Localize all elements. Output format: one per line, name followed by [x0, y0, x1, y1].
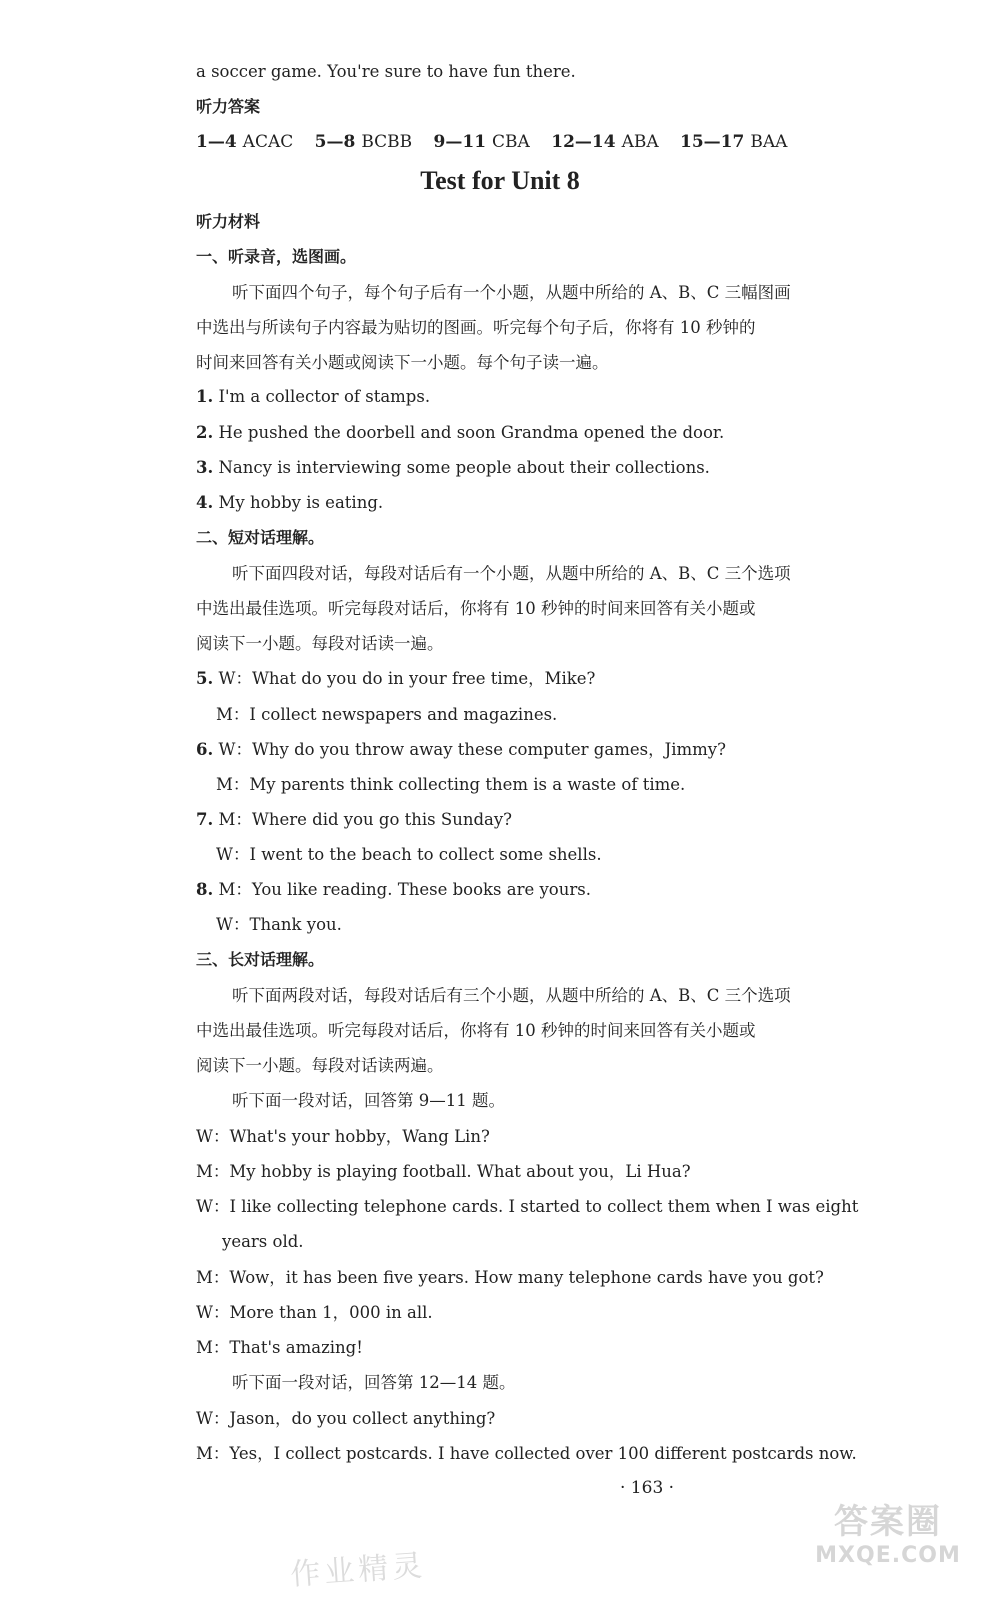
answers-heading: 听力答案: [196, 97, 261, 116]
dialog-line: years old.: [222, 1232, 304, 1251]
dialog-line: M：My parents think collecting them is a waste of time.: [216, 775, 686, 794]
list-item: [196, 385, 430, 409]
dialog-line: W：More than 1，000 in all.: [196, 1303, 433, 1322]
instruction-line: 听下面四段对话，每段对话后有一个小题，从题中所给的 A、B、C 三个选项: [232, 564, 791, 583]
dialog-line: W：Thank you.: [216, 915, 342, 934]
dialog-line: W：What's your hobby，Wang Lin?: [196, 1127, 490, 1146]
dialog-intro: 听下面一段对话，回答第 12—14 题。: [232, 1373, 516, 1392]
item-number: 2.: [196, 423, 214, 442]
watermark-logo: [798, 1502, 978, 1582]
instruction-line: 时间来回答有关小题或阅读下一小题。每个句子读一遍。: [196, 353, 609, 372]
dialog-line: M：Wow，it has been five years. How many telephone cards have you got?: [196, 1268, 824, 1287]
dialog-line: W：I like collecting telephone cards. I started to collect them when I was eight: [196, 1197, 859, 1216]
dialog-line: [196, 738, 726, 762]
instruction-line: 阅读下一小题。每段对话读一遍。: [196, 634, 444, 653]
watermark-logo-cn: 答案圈: [834, 1502, 942, 1542]
page-title: Test for Unit 8: [420, 166, 580, 195]
dialog-line: [196, 808, 512, 832]
answer-range: 15—17: [680, 132, 745, 152]
instruction-line: 中选出最佳选项。听完每段对话后，你将有 10 秒钟的时间来回答有关小题或: [196, 1021, 756, 1040]
instruction-line: 中选出最佳选项。听完每段对话后，你将有 10 秒钟的时间来回答有关小题或: [196, 599, 756, 618]
section-heading: 二、短对话理解。: [196, 528, 325, 547]
watermark-logo-en: MXQE.COM: [815, 1543, 961, 1568]
dialog-text: M：You like reading. These books are yours.: [218, 880, 591, 899]
answer-range: 9—11: [433, 132, 487, 152]
answer-value: BCBB: [361, 132, 413, 152]
answer-range: 5—8: [314, 132, 356, 152]
item-text: He pushed the doorbell and soon Grandma opened the door.: [218, 423, 725, 442]
answer-range: 1—4: [196, 132, 237, 152]
materials-heading: 听力材料: [196, 212, 261, 231]
answer-value: ABA: [621, 132, 659, 152]
dialog-line: M：My hobby is playing football. What about you，Li Hua?: [196, 1162, 691, 1181]
item-number: 3.: [196, 458, 214, 477]
item-number: 1.: [196, 387, 214, 406]
dialog-line: M：I collect newspapers and magazines.: [216, 705, 558, 724]
dialog-text: W：Why do you throw away these computer games，Jimmy?: [218, 740, 726, 759]
dialog-line: W：I went to the beach to collect some shells.: [216, 845, 602, 864]
watermark-stamp: 作业精灵: [289, 1548, 428, 1593]
list-item: [196, 456, 710, 480]
item-number: 6.: [196, 740, 214, 759]
instruction-line: 听下面两段对话，每段对话后有三个小题，从题中所给的 A、B、C 三个选项: [232, 986, 791, 1005]
dialog-line: M：That's amazing!: [196, 1338, 363, 1357]
item-text: I'm a collector of stamps.: [218, 387, 431, 406]
page-number: · 163 ·: [620, 1478, 675, 1498]
dialog-line: W：Jason，do you collect anything?: [196, 1409, 496, 1428]
item-number: 7.: [196, 810, 214, 829]
intro-line: a soccer game. You're sure to have fun there.: [196, 62, 576, 81]
dialog-line: M：Yes，I collect postcards. I have collected over 100 different postcards now.: [196, 1444, 857, 1463]
item-number: 4.: [196, 493, 214, 512]
dialog-line: [196, 667, 595, 691]
dialog-text: W：What do you do in your free time，Mike?: [218, 669, 596, 688]
instruction-line: 中选出与所读句子内容最为贴切的图画。听完每个句子后，你将有 10 秒钟的: [196, 318, 756, 337]
item-number: 5.: [196, 669, 214, 688]
answer-key-row: [196, 130, 801, 154]
section-heading: 一、听录音，选图画。: [196, 247, 357, 266]
section-heading: 三、长对话理解。: [196, 950, 325, 969]
dialog-text: M：Where did you go this Sunday?: [218, 810, 513, 829]
item-text: My hobby is eating.: [218, 493, 384, 512]
item-text: Nancy is interviewing some people about their collections.: [218, 458, 710, 477]
answer-range: 12—14: [551, 132, 616, 152]
dialog-intro: 听下面一段对话，回答第 9—11 题。: [232, 1091, 505, 1110]
instruction-line: 听下面四个句子，每个句子后有一个小题，从题中所给的 A、B、C 三幅图画: [232, 283, 791, 302]
item-number: 8.: [196, 880, 214, 899]
answer-value: ACAC: [242, 132, 294, 152]
list-item: [196, 421, 724, 445]
answer-value: CBA: [492, 132, 530, 152]
list-item: [196, 491, 383, 515]
dialog-line: [196, 878, 591, 902]
answer-value: BAA: [750, 132, 788, 152]
instruction-line: 阅读下一小题。每段对话读两遍。: [196, 1056, 444, 1075]
